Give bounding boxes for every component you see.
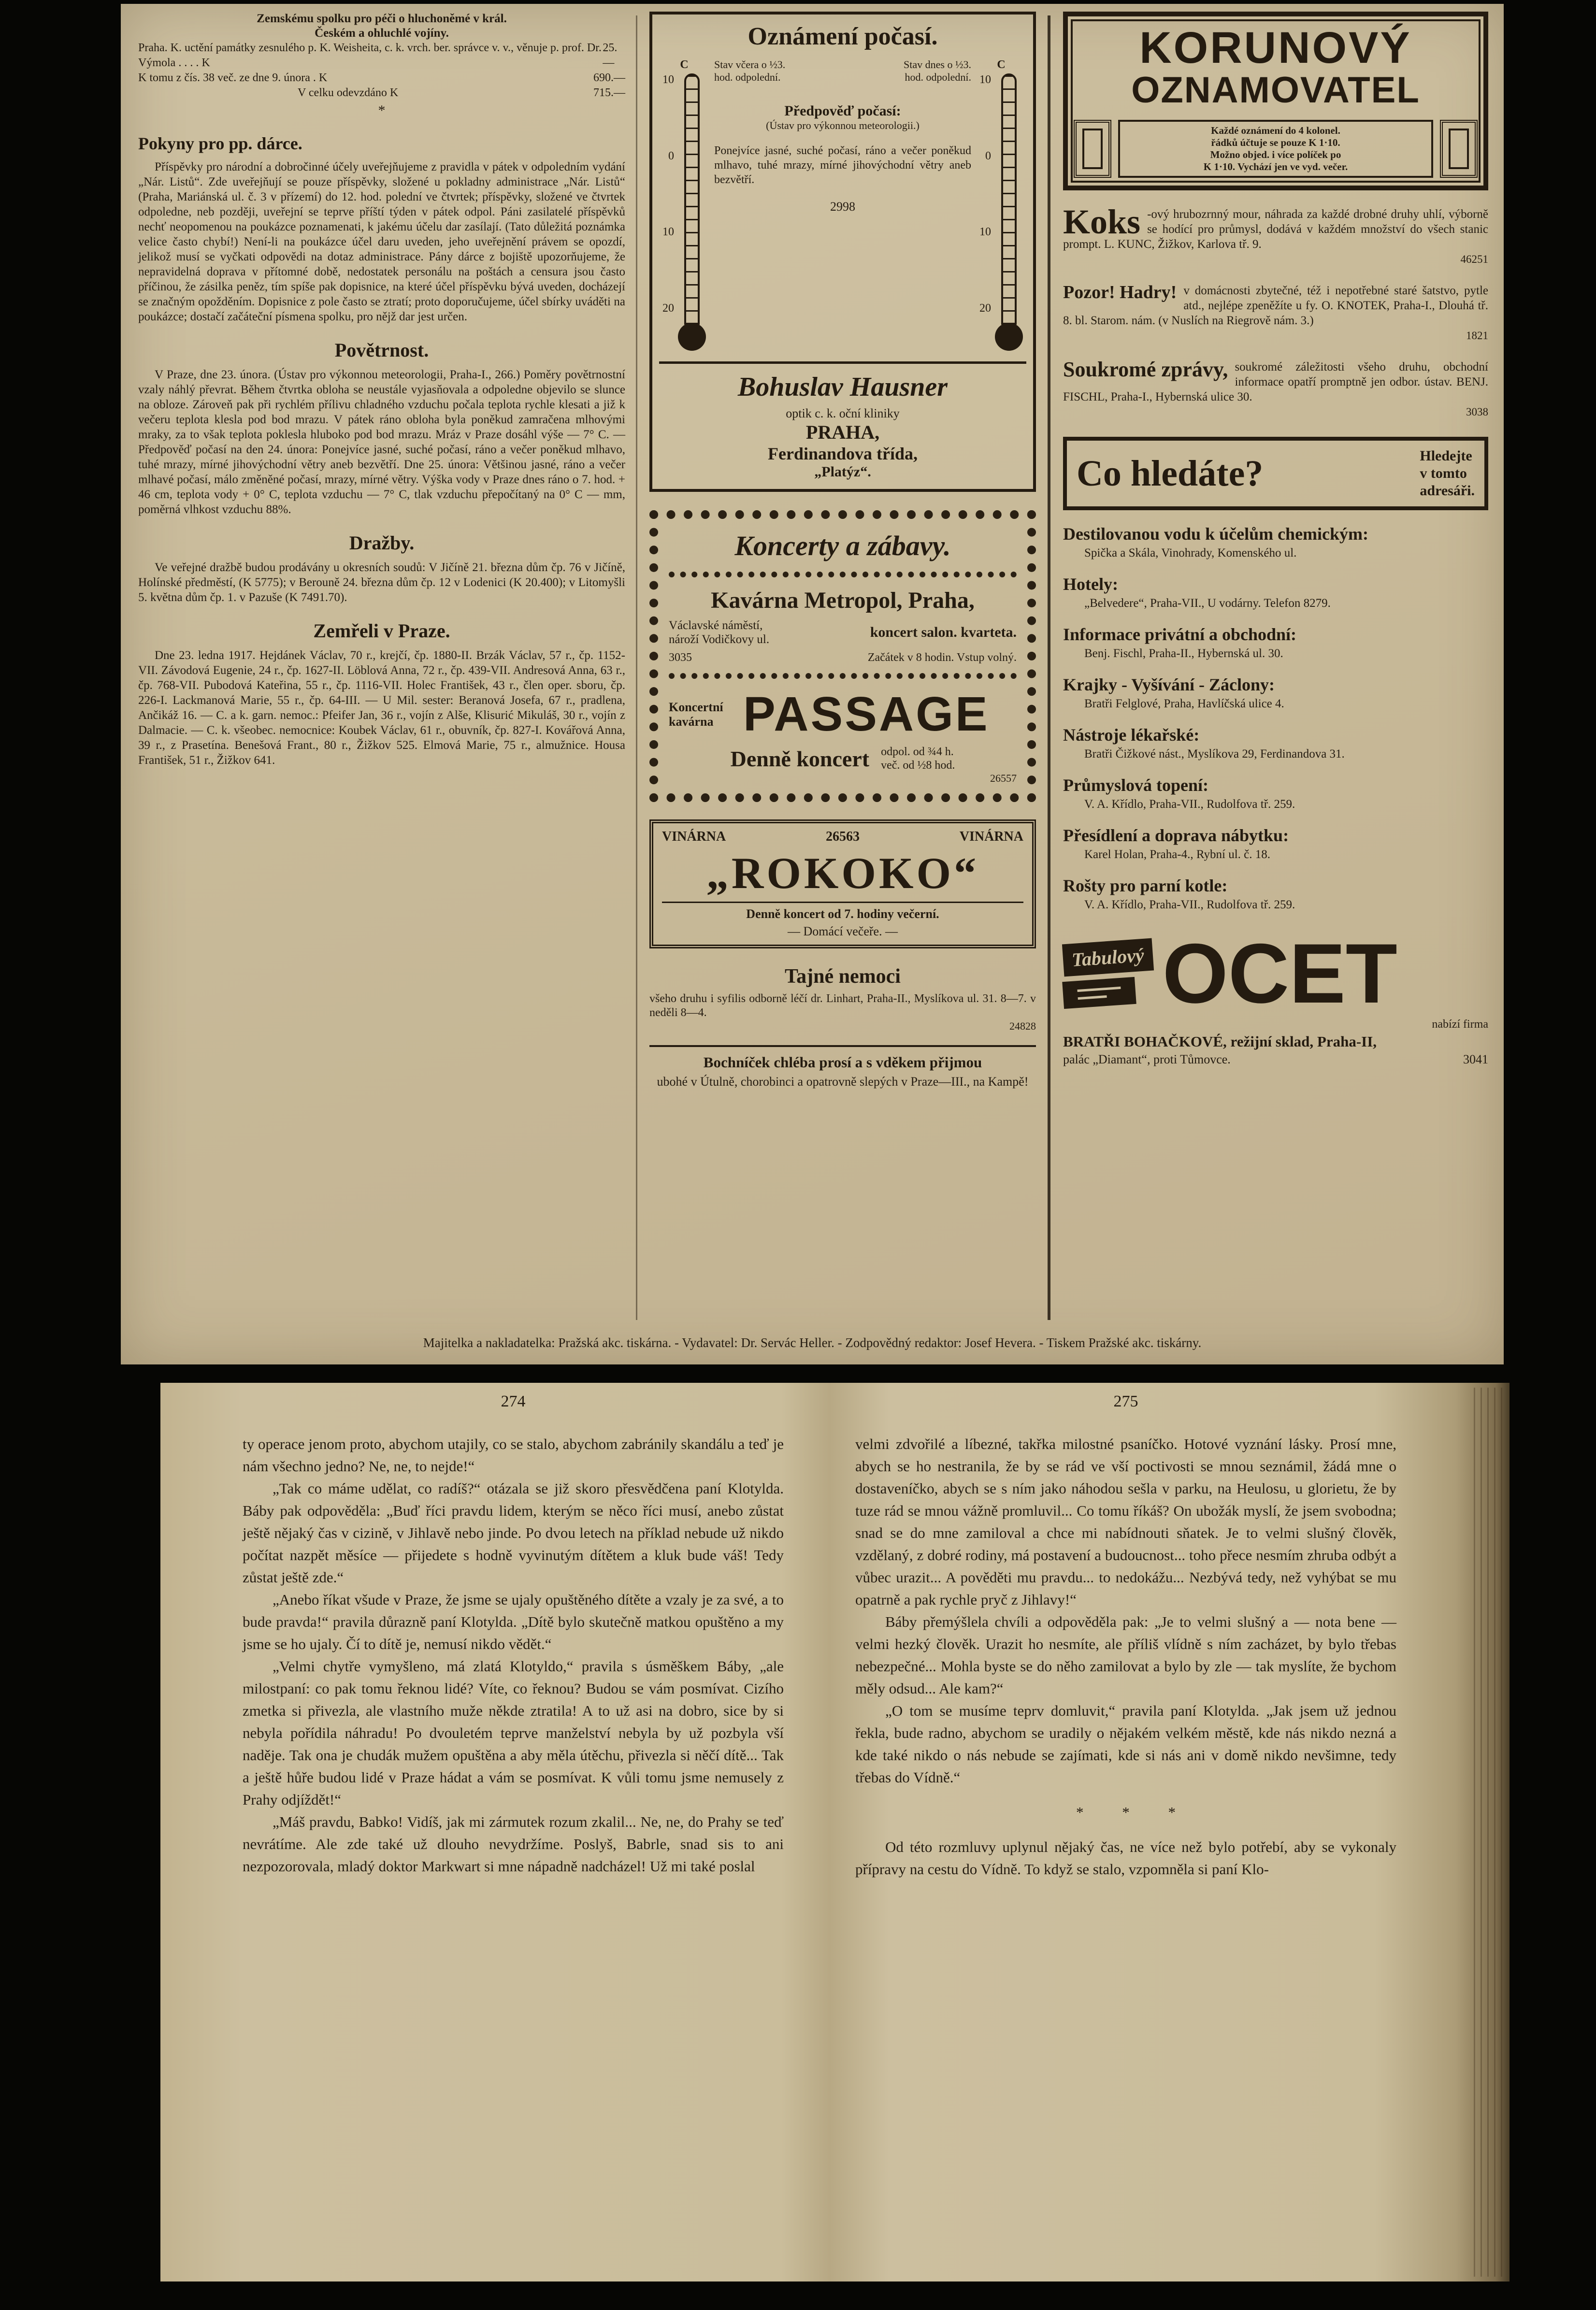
directory-body: V. A. Křídlo, Praha-VII., Rudolfova tř. 259. xyxy=(1084,798,1295,811)
classified-lead: Koks xyxy=(1063,202,1141,242)
weather-report-box xyxy=(649,12,1036,492)
forecast-text: Ponejvíce jasné, suché počasí, ráno a večer poněkud mlhavo, tuhé mrazy, mírné jihovýchodní větry aneb bezvětří. xyxy=(714,144,971,186)
donation-notice xyxy=(138,12,625,119)
hausner-optician-ad xyxy=(659,361,1026,480)
thermometer-scale xyxy=(979,73,995,315)
donation-text: Praha. K. uctění památky zesnulého p. K. Weisheita, c. k. vrch. ber. správce v. v., věnuje p. prof. Dr. Výmola . . . . K xyxy=(138,42,602,69)
scale-tick: 10 xyxy=(662,226,674,239)
right-column xyxy=(1063,12,1488,1067)
metropol-kvarteta: koncert salon. kvarteta. xyxy=(870,624,1017,640)
fee-notice xyxy=(1118,120,1433,178)
thermometer-tube-icon xyxy=(1001,73,1017,325)
weather-main xyxy=(659,58,1026,351)
section-break-stars: * * * xyxy=(1076,1804,1193,1821)
directory-title: Informace privátní a obchodní: xyxy=(1063,625,1297,645)
classified-body: -ový hrubozrnný mour, náhrada za každé drobné druhy uhlí, výborně se hodící pro průmysl, dodává v každém množství do všech stanic prompt. L. KUNC, Žižkov, Karlova tř. 9. xyxy=(1063,208,1488,251)
ocet-number: 3041 xyxy=(1463,1052,1488,1067)
rokoko-ad xyxy=(649,819,1036,948)
entertainment-ads-box xyxy=(649,510,1036,802)
co-hledate-side xyxy=(1420,447,1475,500)
passage-label xyxy=(669,700,736,729)
ornament-square-icon xyxy=(1074,120,1111,178)
ocet-ad xyxy=(1063,927,1488,1067)
metropol-address-line1: Václavské náměstí, xyxy=(669,619,763,632)
co-hledate-side-line: adresáři. xyxy=(1420,483,1475,499)
unit-label: C xyxy=(680,58,689,71)
hausner-line4: „Platýz“. xyxy=(814,464,871,480)
donation-amount: 690.— xyxy=(593,72,625,84)
pokyny-body: Příspěvky pro národní a dobročinné účely uveřejňujeme z pravidla v pátek v odpoledním vydání „Nár. Listů“. Zde uveřejňují se pouze příspěvky, složené u pokladny administrace „Nár. Listů“ (Praha, Mariánská ul. č. 3 v přízemí) do 12. hod. polední ve čtvrtek; příspěvky, složené ve čtvrtek odpoledne, neb později, uveřejní se teprve příští týden v pátek odpol. Páni zasilatelé příspěvků nechť neopomenou na poukázce poznamenati, k jakému účelu dar zasílají. (Tato důležitá poznámka velice často chybí!) Není-li na poukázce účel daru uveden, jeho uveřejnění právem se opozdí, jelikož musí se vyčkati odpovědi na dotaz administrace. Pány dárce z bojiště upozorňujeme, že nepravidelná doprava v přítomné době, nedostatek personálu na poštách a censura jsou často příčinou, že zásilka peněz, tím spíše pak dopisnice, na které účel příspěvku bývá uveden, docházejí se značným opožděním. Dopisnice z pole často se ztratí; proto doporučujeme, účel sbírky uváděti na poukázce; dostačí začáteční písmena spolku, pro nějž dar jest určen. xyxy=(138,160,625,323)
directory-entry xyxy=(1063,725,1488,761)
directory-body: Karel Holan, Praha-4., Rybní ul. č. 18. xyxy=(1084,848,1271,861)
weather-label-today: Stav dnes o ½3. hod. odpolední. xyxy=(904,58,971,83)
donation-text: V celku odevzdáno K xyxy=(298,86,399,99)
scale-tick: 10 xyxy=(662,73,674,86)
directory-entry xyxy=(1063,524,1488,560)
scale-tick: 10 xyxy=(979,73,991,86)
directory-body: V. A. Křídlo, Praha-VII., Rudolfova tř. 259. xyxy=(1084,898,1295,912)
classified-ad-koks xyxy=(1063,202,1488,267)
page-number: 274 xyxy=(501,1392,526,1410)
classified-number: 3038 xyxy=(1466,406,1488,418)
classified-number: 46251 xyxy=(1460,253,1488,266)
passage-time2: več. od ½8 hod. xyxy=(881,759,955,772)
classified-lead: Pozor! Hadry! xyxy=(1063,282,1177,303)
donation-title-line1: Zemskému spolku pro péči o hluchoněmé v král. xyxy=(257,12,507,25)
ocet-label: Tabulový xyxy=(1062,938,1154,977)
passage-label-line2: kavárna xyxy=(669,714,714,729)
scale-tick: 0 xyxy=(985,149,991,162)
scale-tick: 20 xyxy=(979,301,991,315)
scale-tick: 0 xyxy=(668,149,674,162)
donation-amount: 715.— xyxy=(593,86,625,99)
hausner-line3: Ferdinandova třída, xyxy=(767,444,918,463)
book-paragraph: „Anebo říkat všude v Praze, že jsme se ujaly opuštěného dítěte a vzaly je za své, a to bude pravda!“ pravila důrazně paní Klotylda. „Dítě bylo skutečně matkou opuštěno a my jsme se ho ujaly. Čí to dítě je, nemusí nikdo vědět.“ xyxy=(243,1591,784,1652)
ocet-sub: nabízí firma xyxy=(1432,1018,1488,1031)
book-paragraph: „Velmi chytře vymyšleno, má zlatá Klotyldo,“ pravila s úsměškem Báby, „ale milostpaní: co pak tomu řeknou lidé? Víte, co řeknou? Budou se vám posmívat. Cizího zmetka si přivezla, ale vlastního muže někde ztratila! A to už asi na dobro, sice by si nebyla pořídila náhradu! Po dvouletém teprve manželství nebyla by už pozbyla vší naděje. Tak ona je chudák mužem opuštěna a aby měla útěchu, přivezla si něčí dítě... Tak a ještě hůře budou lidé v Praze hádat a vám se posmívat. K vůli tomu jsme nemusely z Prahy odjíždět!“ xyxy=(243,1658,784,1808)
pokyny-heading: Pokyny pro pp. dárce. xyxy=(138,134,302,153)
rokoko-line1: Denně koncert od 7. hodiny večerní. xyxy=(662,902,1023,921)
metropol-address-line2: nároží Vodičkovy ul. xyxy=(669,633,770,646)
fee-line: Každé oznámení do 4 kolonel. xyxy=(1211,125,1340,137)
book-page-275 xyxy=(821,1383,1464,2281)
rokoko-vinarna-left: VINÁRNA xyxy=(662,829,726,844)
directory-body: Bratři Felglové, Praha, Havlíčská ulice 4. xyxy=(1084,697,1284,711)
zemreli-heading: Zemřeli v Praze. xyxy=(313,620,450,642)
bochnicek-notice xyxy=(649,1045,1036,1090)
tajne-body: všeho druhu i syfilis odborně léčí dr. Linhart, Praha-II., Myslíkova ul. 31. 8—7. v neděli 8—4. xyxy=(649,992,1036,1019)
metropol-foot: Začátek v 8 hodin. Vstup volný. xyxy=(867,651,1017,664)
fee-line: řádků účtuje se pouze K 1·10. xyxy=(1211,137,1340,149)
directory-entry xyxy=(1063,775,1488,812)
book-paragraph: „O tom se musíme teprv domluvit,“ pravila paní Klotylda. „Jak jsem už jednou řekla, bude radno, abychom se uradily o nějakém velkém městě, kde nás nikdo nezná a kde také nikdo o nás nebude se zajímati, kde si nás ani v domě nikdo nevšimne, tedy třebas do Vídně.“ xyxy=(855,1702,1396,1786)
hausner-name: Bohuslav Hausner xyxy=(737,372,948,402)
ocet-logo-decoration xyxy=(1062,977,1136,1009)
thermometer-today xyxy=(976,58,1026,351)
korunovy-title-line2: OZNAMOVATEL xyxy=(1131,70,1420,111)
bochnicek-title: Bochníček chléba prosí a s vděkem přijmou xyxy=(703,1054,982,1071)
classified-lead: Soukromé zprávy, xyxy=(1063,358,1228,382)
directory-body: „Belvedere“, Praha-VII., U vodárny. Telefon 8279. xyxy=(1084,597,1331,610)
passage-number: 26557 xyxy=(990,772,1017,784)
passage-time1: odpol. od ¾4 h. xyxy=(881,746,954,758)
ornament-square-icon xyxy=(1440,120,1478,178)
ocet-address: palác „Diamant“, proti Tůmovce. xyxy=(1063,1052,1231,1067)
directory-entry xyxy=(1063,624,1488,661)
directory-title: Krajky - Vyšívání - Záclony: xyxy=(1063,675,1275,695)
weather-center xyxy=(709,58,976,351)
book-paragraph: „Tak co máme udělat, co radíš?“ otázala se již skoro přesvědčena paní Klotylda. Báby pak odpověděla: „Buď říci pravdu lidem, kterým se něco říci musí, anebo zůstat ještě nějaký čas v cizině, v Jihlavě nebo jinde. Po dvou letech na příklad nebude už nikdo počítat nazpět měsíce — přijedete s hodně vyvinutým dítětem a kluk bude váš! Tedy zůstat ještě zde.“ xyxy=(243,1480,784,1586)
weather-label-yesterday: Stav včera o ½3. hod. odpolední. xyxy=(714,58,786,83)
povetrnost-section xyxy=(138,339,625,517)
book-paragraph: Báby přemýšlela chvíli a odpověděla pak: „Je to velmi slušný a — nota bene — velmi hezký člověk. Urazit ho nesmíte, ale příliš vlídně s ním zacházet, by bylo třebas nebezpečné... Mohla byste se do něho zamilovat a bylo by zle — tak myslíte, že bychom měly odsud... Ale kam?“ xyxy=(855,1613,1396,1697)
weather-title: Oznámení počasí. xyxy=(748,23,938,50)
passage-name: PASSAGE xyxy=(743,687,990,741)
middle-column xyxy=(649,12,1036,1090)
rokoko-line2: — Domácí večeře. — xyxy=(787,924,898,938)
thermometer-scale xyxy=(662,73,678,315)
povetrnost-body: V Praze, dne 23. února. (Ústav pro výkonnou meteorologii, Praha-I., 266.) Poměry povětrnostní vzaly náhlý převrat. Během čtvrtka obloha se neustále vyjasňovala a odpoledne objevilo se slunce na obloze. Zároveň pak při rychlém přílivu chladného vzduchu počala teplota rychle klesati a již k večeru teplota klesla pod bod mrazu. V pátek ráno obloha byla poněkud zamračena mlhovými mraky, za to však teplota poklesla hluboko pod bod mrazu. Mráz v Praze dosáhl výše — 7° C. — Předpověď počasí na den 24. února: Ponejvíce jasné, suché počasí, ráno a večer poněkud mlhavo, tuhé mrazy, mírné jihovýchodní větry aneb bezvětří. Dne 25. února: Většinou jasné, ráno a večer mlhavé počasí, málo změněné počasí, mrazy, mírné větry. Výška vody v Praze dnes ráno o 7. hod. + 46 cm, teplota vody + 0° C, teplota vzduchu — 7° C, tlak vzduchu přepočítaný na 0° C — mm, poměrná vlhkost vzduchu 88%. xyxy=(138,368,625,516)
donation-line xyxy=(138,41,625,71)
left-column xyxy=(138,12,625,768)
bochnicek-body: ubohé v Útulně, chorobinci a opatrovně slepých v Praze—III., na Kampě! xyxy=(657,1075,1029,1089)
korunovy-oznamovatel-header xyxy=(1063,12,1488,190)
rokoko-number: 26563 xyxy=(826,829,860,844)
directory-title: Přesídlení a doprava nábytku: xyxy=(1063,826,1289,846)
imprint-line: Majitelka a nakladatelka: Pražská akc. tiskárna. - Vydavatel: Dr. Servác Heller. - Zodpovědný redaktor: Josef Hevera. - Tiskem Pražské akc. tiskárny. xyxy=(423,1335,1202,1350)
book-paragraph: ty operace jenom proto, abychom utajily, co se stalo, abychom zabránily skandálu a teď je nám všechno jedno? Ne, ne, to nejde!“ xyxy=(243,1435,784,1475)
metropol-name: Kavárna Metropol, Praha, xyxy=(711,588,975,613)
ad-number: 2998 xyxy=(830,200,855,214)
donation-amount: 25.— xyxy=(603,42,618,69)
thermometer-bulb-icon xyxy=(995,323,1023,351)
drazby-body: Ve veřejné dražbě budou prodávány u okresních soudů: V Jičíně 21. března dům čp. 76 v Jičíně, Holínské předměstí, (K 5775); v Berouně 24. března dům čp. 12 v Lodenici (K 20.400); v Litomyšli 5. května dům čp. 1. v Pazuše (K 7491.70). xyxy=(138,561,625,604)
book-paragraph: Od této rozmluvy uplynul nějaký čas, ne více než bylo potřebí, aby se vykonaly přípravy na cestu do Vídně. To když se stalo, vzpomněla si paní Klo- xyxy=(855,1838,1396,1878)
column-divider xyxy=(1048,15,1050,1320)
hausner-line2: PRAHA, xyxy=(805,421,880,443)
donation-text: K tomu z čís. 38 več. ze dne 9. února . K xyxy=(138,72,328,84)
co-hledate-side-line: v tomto xyxy=(1420,465,1467,482)
classified-ad-hadry xyxy=(1063,283,1488,343)
unit-label: C xyxy=(997,58,1006,71)
zemreli-body: Dne 23. ledna 1917. Hejdánek Václav, 70 r., krejčí, čp. 1880-II. Brzák Václav, 57 r., čp. 1152-VII. Závodová Eugenie, 24 r., čp. 1627-II. Löblová Anna, 72 r., čp. 439-VII. Andresová Anna, 63 r., čp. 768-VII. Pubodová Kateřina, 55 r., čp. 1116-VII. Holec František, 43 r., člen oper. sboru, čp. 226-I. Lackmanová Marie, 55 r., čp. 64-III. — U Mil. sester: Beranová Josefa, 67 r., pradlena, Ančikáž 16. — C. a k. garn. nemoc.: Pfeifer Jan, 36 r., vojín z Alše, Klisurić Mikuláš, 30 r., vojín z Dalmacie. — C. k. všeobec. nemocnice: Koubek Václav, 61 r., obuvník, čp. 827-I. Kovářová Anna, 39 r., z Prasetína. Benešová Frant., 80 r., Žižkov 525. Elmová Marie, 75 r., almužnice. Housa František, 51 r., Žižkov 641. xyxy=(138,649,625,767)
directory-entry xyxy=(1063,674,1488,711)
scale-tick: 10 xyxy=(979,226,991,239)
directory-entry xyxy=(1063,574,1488,611)
classified-body: soukromé záležitosti všeho druhu, obchodní informace opatří promptně jen odbor. ústav. BENJ. FISCHL, Praha-I., Hybernská ulice 30. xyxy=(1063,360,1488,404)
book-paragraph: „Máš pravdu, Babko! Vidíš, jak mi zármutek rozum zkalil... Ne, ne, do Prahy se teď nevrátíme. Ale zde také už dlouho nevydržíme. Poslyš, Babrle, snad sis to ani nezpozorovala, mladý doktor Markwart si mne nápadně nadcházel! Už mi také poslal xyxy=(243,1813,784,1875)
scale-tick: 20 xyxy=(662,301,674,315)
rokoko-name: „ROKOKO“ xyxy=(706,848,979,898)
korunovy-title-line1: KORUNOVÝ xyxy=(1139,23,1412,72)
rokoko-vinarna-right: VINÁRNA xyxy=(959,829,1023,844)
tajne-number: 24828 xyxy=(1009,1020,1036,1032)
ocet-firm: BRATŘI BOHAČKOVÉ, režijní sklad, Praha-II, xyxy=(1063,1033,1377,1050)
column-divider xyxy=(636,15,637,1320)
book-spread xyxy=(160,1383,1510,2281)
drazby-section xyxy=(138,531,625,605)
metropol-address xyxy=(669,618,769,646)
directory-title: Rošty pro parní kotle: xyxy=(1063,876,1228,896)
donation-title-line2: Českém a ohluchlé vojíny. xyxy=(315,27,449,40)
donation-line xyxy=(138,71,625,86)
co-hledate-title: Co hledáte? xyxy=(1077,453,1264,494)
passage-times xyxy=(881,745,955,772)
tajne-nemoci-ad xyxy=(649,965,1036,1033)
page-number: 275 xyxy=(1113,1392,1138,1410)
fee-line: Možno objed. i více políček po xyxy=(1210,149,1341,161)
directory-title: Hotely: xyxy=(1063,574,1118,594)
forecast-subtitle: (Ústav pro výkonnou meteorologii.) xyxy=(766,119,920,131)
directory-title: Průmyslová topení: xyxy=(1063,775,1208,795)
book-paragraph: velmi zdvořilé a líbezné, takřka milostné psaníčko. Hotové vyznání lásky. Prosí mne, abych se ho nestranila, že by se rád ve vší poctivosti se mnou seznámil, žádá mne o dostaveníčko, abych se s ním jako náhodou sešla v parku, na Heulosu, u glorietu, že by tuze rád se mnou vážně promluvil... Co tomu říkáš? On ubožák myslí, že jsem svobodna; snad se do mne zamiloval a chce mi nabídnouti sňatek. Je to velmi slušný člověk, vzdělaný, z dobré rodiny, má postavení a budoucnost... toho přece nesmím zhruba odbýt a vůbec urazit... A pověděti mu pravdu... to nedokážu... Nezbývá tedy, než vyhýbat se mu opatrně a pak rychle pryč z Jihlavy!“ xyxy=(855,1435,1396,1608)
fee-line: K 1·10. Vychází jen ve vyd. večer. xyxy=(1203,161,1348,173)
classified-number: 1821 xyxy=(1466,330,1488,342)
ocet-name: OCET xyxy=(1162,927,1397,1021)
tajne-title: Tajné nemoci xyxy=(785,965,901,988)
book-page-274 xyxy=(160,1383,818,2281)
donation-line-total xyxy=(138,86,625,100)
passage-denne: Denně koncert xyxy=(730,746,870,771)
koncerty-heading: Koncerty a zábavy. xyxy=(669,526,1017,577)
passage-label-line1: Koncertní xyxy=(669,700,723,714)
directory-title: Destilovanou vodu k účelům chemickým: xyxy=(1063,524,1369,544)
directory-entry xyxy=(1063,875,1488,912)
newspaper-page xyxy=(121,4,1504,1364)
thermometer-bulb-icon xyxy=(678,323,706,351)
forecast-title: Předpověď počasí: xyxy=(784,103,901,119)
passage-ad xyxy=(669,679,1017,787)
hausner-line1: optik c. k. oční kliniky xyxy=(786,406,900,420)
drazby-heading: Dražby. xyxy=(349,532,415,554)
directory-body: Bratři Čižkové nást., Myslíkova 29, Ferdinandova 31. xyxy=(1084,747,1345,761)
section-asterisk: * xyxy=(378,102,386,118)
directory-entry xyxy=(1063,825,1488,862)
directory-body: Spička a Skála, Vinohrady, Komenského ul. xyxy=(1084,546,1297,560)
directory-title: Nástroje lékařské: xyxy=(1063,725,1200,745)
metropol-number: 3035 xyxy=(669,651,692,664)
metropol-ad xyxy=(669,577,1017,679)
co-hledate-box xyxy=(1063,437,1488,510)
classified-ad-soukrome xyxy=(1063,359,1488,419)
forecast-block xyxy=(714,103,971,187)
co-hledate-side-line: Hledejte xyxy=(1420,448,1472,464)
povetrnost-heading: Povětrnost. xyxy=(334,339,429,361)
thermometer-yesterday xyxy=(659,58,709,351)
directory-body: Benj. Fischl, Praha-II., Hybernská ul. 30. xyxy=(1084,647,1283,660)
thermometer-tube-icon xyxy=(684,73,700,325)
classified-body: v domácnosti zbytečné, též i nepotřebné staré šatstvo, pytle atd., nejlépe zpeněžíte u fy. O. KNOTEK, Praha-I., Dlouhá tř. 8. bl. Starom. nám. (v Nuslích na Riegrově nám. 3.) xyxy=(1063,284,1488,328)
pokyny-section xyxy=(138,133,625,324)
zemreli-section xyxy=(138,619,625,768)
